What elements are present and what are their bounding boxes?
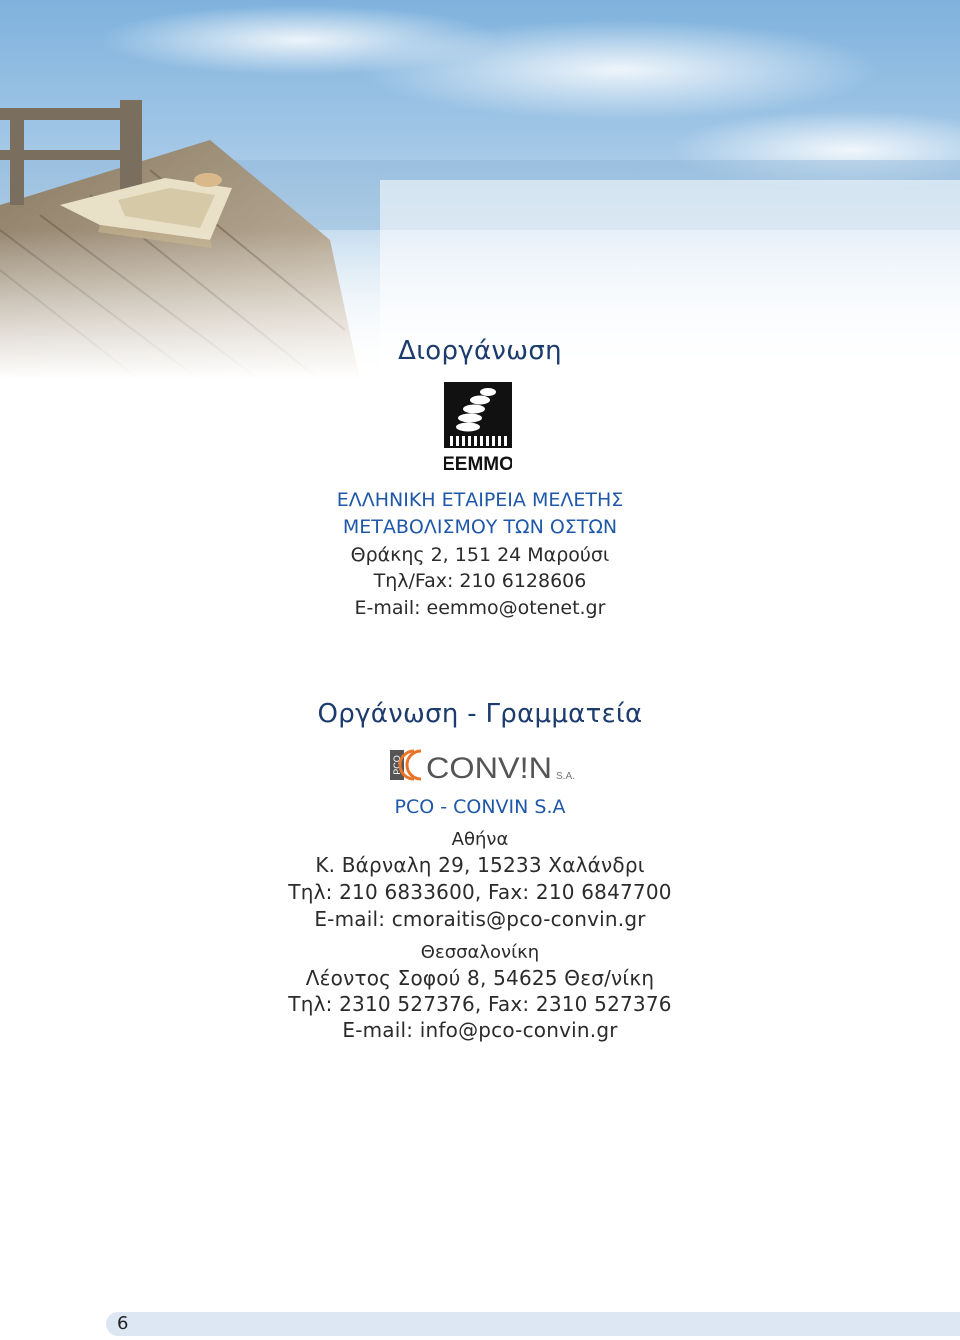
- thessaloniki-phone: Τηλ: 2310 527376, Fax: 2310 527376: [288, 992, 672, 1016]
- athens-email: E-mail: cmoraitis@pco-convin.gr: [314, 907, 646, 931]
- eemmo-logo-text: EEMMO: [444, 454, 512, 472]
- thessaloniki-city: Θεσσαλονίκη: [420, 942, 540, 963]
- hero-photo: [0, 0, 960, 380]
- convin-logo-pco: PCO: [392, 755, 402, 775]
- society-phone: Τηλ/Fax: 210 6128606: [373, 570, 587, 592]
- athens-city: Αθήνα: [451, 829, 509, 850]
- society-email: E-mail: eemmo@otenet.gr: [354, 597, 606, 619]
- page-number: 6: [117, 1313, 129, 1334]
- society-name-line2: ΜΕΤΑΒΟΛΙΣΜΟΥ ΤΩΝ ΟΣΤΩΝ: [342, 516, 618, 538]
- footer-bar: [106, 1312, 960, 1336]
- athens-phone: Τηλ: 210 6833600, Fax: 210 6847700: [288, 880, 672, 904]
- society-address: Θράκης 2, 151 24 Μαρούσι: [350, 544, 610, 566]
- convin-logo: [390, 746, 590, 784]
- thessaloniki-email: E-mail: info@pco-convin.gr: [342, 1018, 618, 1042]
- eemmo-logo: [444, 382, 512, 472]
- convin-name: PCO - CONVIN S.A: [394, 796, 566, 818]
- society-name-line1: ΕΛΛΗΝΙΚΗ ΕΤΑΙΡΕΙΑ ΜΕΛΕΤΗΣ: [336, 489, 624, 511]
- convin-logo-word: CONV!N: [426, 752, 552, 784]
- thessaloniki-address: Λέοντος Σοφού 8, 54625 Θεσ/νίκη: [305, 966, 655, 990]
- heading-organization: Διοργάνωση: [398, 336, 562, 366]
- convin-logo-sa: S.A.: [556, 771, 575, 782]
- athens-address: Κ. Βάρναλη 29, 15233 Χαλάνδρι: [315, 853, 645, 877]
- heading-secretariat: Οργάνωση - Γραμματεία: [317, 699, 643, 729]
